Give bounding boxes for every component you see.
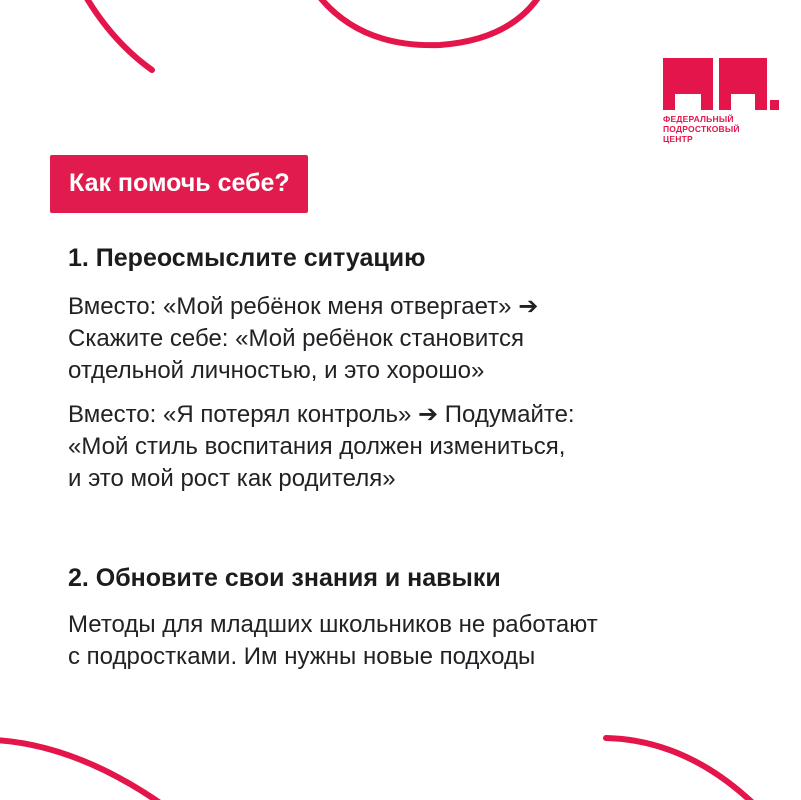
content <box>68 243 768 673</box>
arc-bottom-left <box>0 740 170 800</box>
text-line: «Мой стиль воспитания должен измениться, <box>68 433 566 460</box>
text-line: Скажите себе: «Мой ребёнок становится <box>68 325 525 352</box>
section-1-paragraph-2 <box>68 399 768 495</box>
section-2-paragraph-1 <box>68 609 768 673</box>
section-1 <box>68 243 768 495</box>
brand-name <box>663 114 783 144</box>
brand-name-line-2: ПОДРОСТКОВЫЙ <box>663 124 740 134</box>
text-line: отдельной личностью, и это хорошо» <box>68 357 485 384</box>
text-line: Вместо: «Я потерял контроль» ➔ Подумайте: <box>68 401 575 428</box>
arc-bottom-right <box>606 738 760 800</box>
section-2 <box>68 563 768 673</box>
text-line: с подростками. Им нужны новые подходы <box>68 643 536 670</box>
brand-name-line-3: ЦЕНТР <box>663 134 693 144</box>
section-1-heading: 1. Переосмыслите ситуацию <box>68 244 426 272</box>
text-line: Вместо: «Мой ребёнок меня отвергает» ➔ <box>68 293 539 320</box>
arc-top-left <box>82 0 152 70</box>
section-1-paragraph-1 <box>68 291 768 387</box>
brand-name-line-1: ФЕДЕРАЛЬНЫЙ <box>663 114 734 124</box>
text-line: Методы для младших школьников не работают <box>68 611 598 638</box>
section-2-heading: 2. Обновите свои знания и навыки <box>68 564 501 592</box>
arc-top-center <box>318 0 540 45</box>
logo-mark-icon <box>663 58 779 110</box>
text-line: и это мой рост как родителя» <box>68 465 396 492</box>
brand-logo <box>663 58 783 144</box>
title-badge: Как помочь себе? <box>50 155 308 213</box>
